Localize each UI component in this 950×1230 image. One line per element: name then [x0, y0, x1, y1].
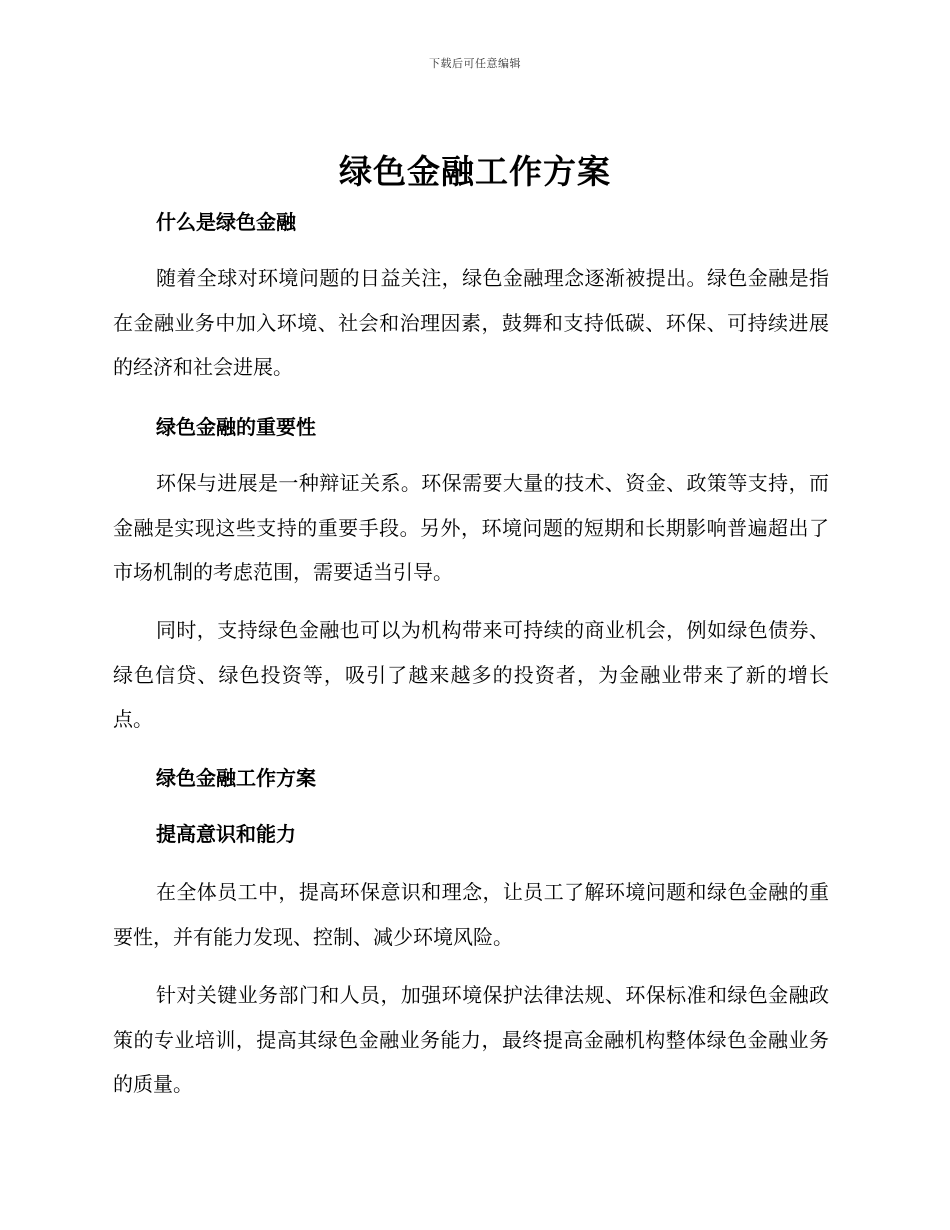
header-note: 下载后可任意编辑: [429, 57, 521, 70]
paragraph: 随着全球对环境问题的日益关注，绿色金融理念逐渐被提出。绿色金融是指在金融业务中加入环境、社会和治理因素，鼓舞和支持低碳、环保、可持续进展的经济和社会进展。: [113, 266, 829, 380]
section-heading-work-plan: 绿色金融工作方案: [156, 766, 316, 790]
section-heading-importance: 绿色金融的重要性: [156, 415, 316, 439]
section-heading-what-is-green-finance: 什么是绿色金融: [156, 210, 296, 234]
document-title: 绿色金融工作方案: [339, 152, 611, 191]
paragraph: 同时，支持绿色金融也可以为机构带来可持续的商业机会，例如绿色债券、绿色信贷、绿色投资等，吸引了越来越多的投资者，为金融业带来了新的增长点。: [113, 618, 829, 732]
paragraph: 环保与进展是一种辩证关系。环保需要大量的技术、资金、政策等支持，而金融是实现这些支持的重要手段。另外，环境问题的短期和长期影响普遍超出了市场机制的考虑范围，需要适当引导。: [113, 471, 829, 585]
paragraph: 针对关键业务部门和人员，加强环境保护法律法规、环保标准和绿色金融政策的专业培训，提高其绿色金融业务能力，最终提高金融机构整体绿色金融业务的质量。: [113, 983, 829, 1097]
paragraph: 在全体员工中，提高环保意识和理念，让员工了解环境问题和绿色金融的重要性，并有能力发现、控制、减少环境风险。: [113, 880, 829, 949]
section-heading-awareness-and-capability: 提高意识和能力: [156, 822, 296, 846]
